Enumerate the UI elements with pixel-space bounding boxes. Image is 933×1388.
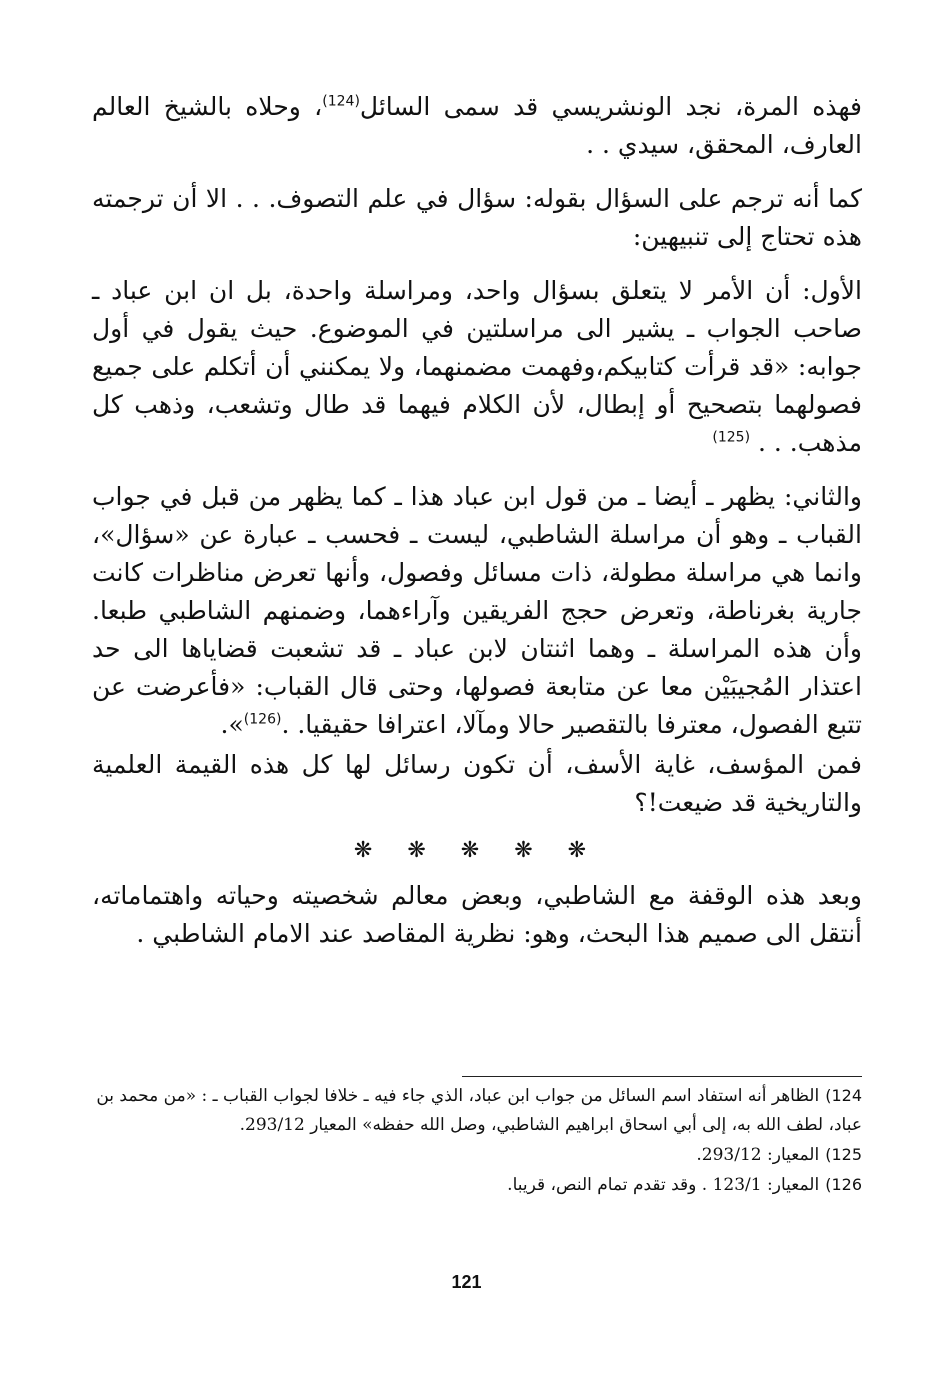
paragraph-3 [92,272,862,462]
footnote-124 [92,1081,862,1140]
paragraph-2 [92,180,862,256]
paragraph-1 [92,88,862,164]
footnote-text: المعيار: 123/1 . وقد تقدم تمام النص، قريبا. [507,1175,820,1195]
paragraph-4-text-end: ». [220,710,244,739]
footnote-text: الظاهر أنه استفاد اسم السائل من جواب ابن عباد، الذي جاء فيه ـ خلافا لجواب القباب ـ : «من محمد بن عباد، لطف الله به، إلى أبي اسحاق ابراهيم الشاطبي، وصل الله حفظه» المعيار 293/12. [96,1086,862,1135]
page-number: 121 [451,1272,482,1292]
footnote-divider [462,1076,862,1077]
paragraph-4 [92,478,862,744]
footnote-number: 125) [825,1145,862,1164]
paragraph-3-text: الأول: أن الأمر لا يتعلق بسؤال واحد، ومراسلة واحدة، بل ان ابن عباد ـ صاحب الجواب ـ يشير الى مراسلتين في الموضوع. حيث يقول في أول جوابه: «قد قرأت كتابيكم،وفهمت مضمنهما، ولا يمكنني أن أتكلم على جميع فصولهما بتصحيح أو إبطال، لأن الكلام فيهما قد طال وتشعب، وذهب كل مذهب. . . [92,276,862,457]
section-separator: ❋ ❋ ❋ ❋ ❋ [353,838,601,863]
footnotes [92,1076,862,1200]
paragraph-1-text-end: ، وحلاه بالشيخ العالم العارف، المحقق، سيدي . . [92,92,862,159]
footnote-ref-126: (126) [243,711,282,728]
footnote-ref-124: (124) [322,93,360,110]
footnote-ref-125: (125) [712,429,751,446]
closing-paragraph: وبعد هذه الوقفة مع الشاطبي، وبعض معالم شخصيته وحياته واهتماماته، أنتقل الى صميم هذا البحث، وهو: نظرية المقاصد عند الامام الشاطبي . [92,881,862,948]
paragraph-2-text: كما أنه ترجم على السؤال بقوله: سؤال في علم التصوف. . . الا أن ترجمته هذه تحتاج إلى تنبيهين: [92,184,862,251]
footnote-126 [92,1170,862,1200]
paragraph-1-text: فهذه المرة، نجد الونشريسي قد سمى السائل [359,92,862,121]
paragraph-4-text: والثاني: يظهر ـ أيضا ـ من قول ابن عباد هذا ـ كما يظهر من قبل في جواب القباب ـ وهو أن مراسلة الشاطبي، ليست ـ فحسب ـ عبارة عن «سؤال»، وانما هي مراسلة مطولة، ذات مسائل وفصول، وأنها تعرض مناظرات كانت جارية بغرناطة، وتعرض حجج الفريقين وآراءهما، وضمنهم الشاطبي طبعا. وأن هذه المراسلة ـ وهما اثنتان لابن عباد ـ قد تشعبت قضاياها الى حد اعتذار المُجيبَيْن معا عن متابعة فصولها، وحتى قال القباب: «فأعرضت عن تتبع الفصول، معترفا بالتقصير حالا ومآلا، اعترافا حقيقيا. . [92,482,862,739]
footnote-125 [92,1140,862,1170]
book-page [92,88,862,1338]
footnote-number: 126) [825,1175,862,1194]
paragraph-5-text: فمن المؤسف، غاية الأسف، أن تكون رسائل لها كل هذه القيمة العلمية والتاريخية قد ضيعت!؟ [92,750,862,817]
footnote-number: 124) [825,1086,862,1105]
paragraph-5 [92,746,862,822]
footnote-text: المعيار: 293/12. [696,1145,820,1165]
